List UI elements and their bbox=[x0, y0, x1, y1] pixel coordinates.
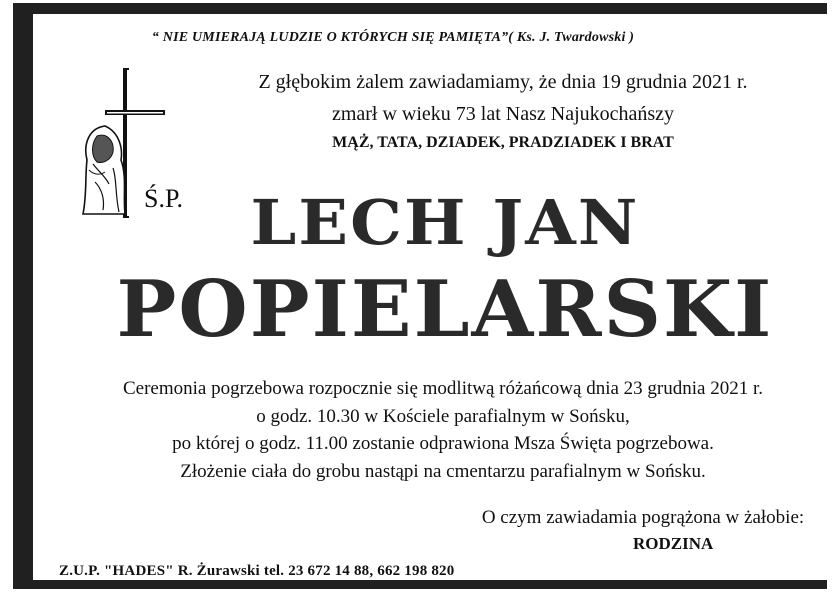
obituary-card bbox=[33, 14, 829, 580]
intro-line-1: Z głębokim żalem zawiadamiamy, że dnia 19 grudnia 2021 r. bbox=[258, 71, 748, 93]
ceremony-line-3: po której o godz. 11.00 zostanie odprawiona Msza Święta pogrzebowa. bbox=[172, 433, 714, 454]
family-signature: RODZINA bbox=[633, 534, 714, 553]
sp-abbreviation: Ś.P. bbox=[144, 184, 184, 213]
motto-quote: “ NIE UMIERAJĄ LUDZIE O KTÓRYCH SIĘ PAMIĘTA”( Ks. J. Twardowski ) bbox=[151, 30, 635, 45]
ceremony-line-1: Ceremonia pogrzebowa rozpocznie się modlitwą różańcową dnia 23 grudnia 2021 r. bbox=[123, 378, 763, 399]
mourning-notice: O czym zawiadamia pogrążona w żałobie: bbox=[481, 507, 805, 528]
deceased-surname: POPIELARSKI bbox=[116, 264, 774, 355]
deceased-first-names: LECH JAN bbox=[250, 186, 640, 259]
obituary-border bbox=[13, 3, 827, 589]
intro-line-2: zmarł w wieku 73 lat Nasz Najukochańszy bbox=[331, 103, 675, 125]
funeral-home-footer: Z.U.P. "HADES" R. Żurawski tel. 23 672 14 88, 662 198 820 bbox=[59, 563, 455, 579]
ceremony-line-2: o godz. 10.30 w Kościele parafialnym w Sońsku, bbox=[256, 406, 630, 427]
family-roles: MĄŻ, TATA, DZIADEK, PRADZIADEK I BRAT bbox=[332, 134, 674, 151]
ceremony-line-4: Złożenie ciała do grobu nastąpi na cmentarzu parafialnym w Sońsku. bbox=[180, 461, 706, 482]
